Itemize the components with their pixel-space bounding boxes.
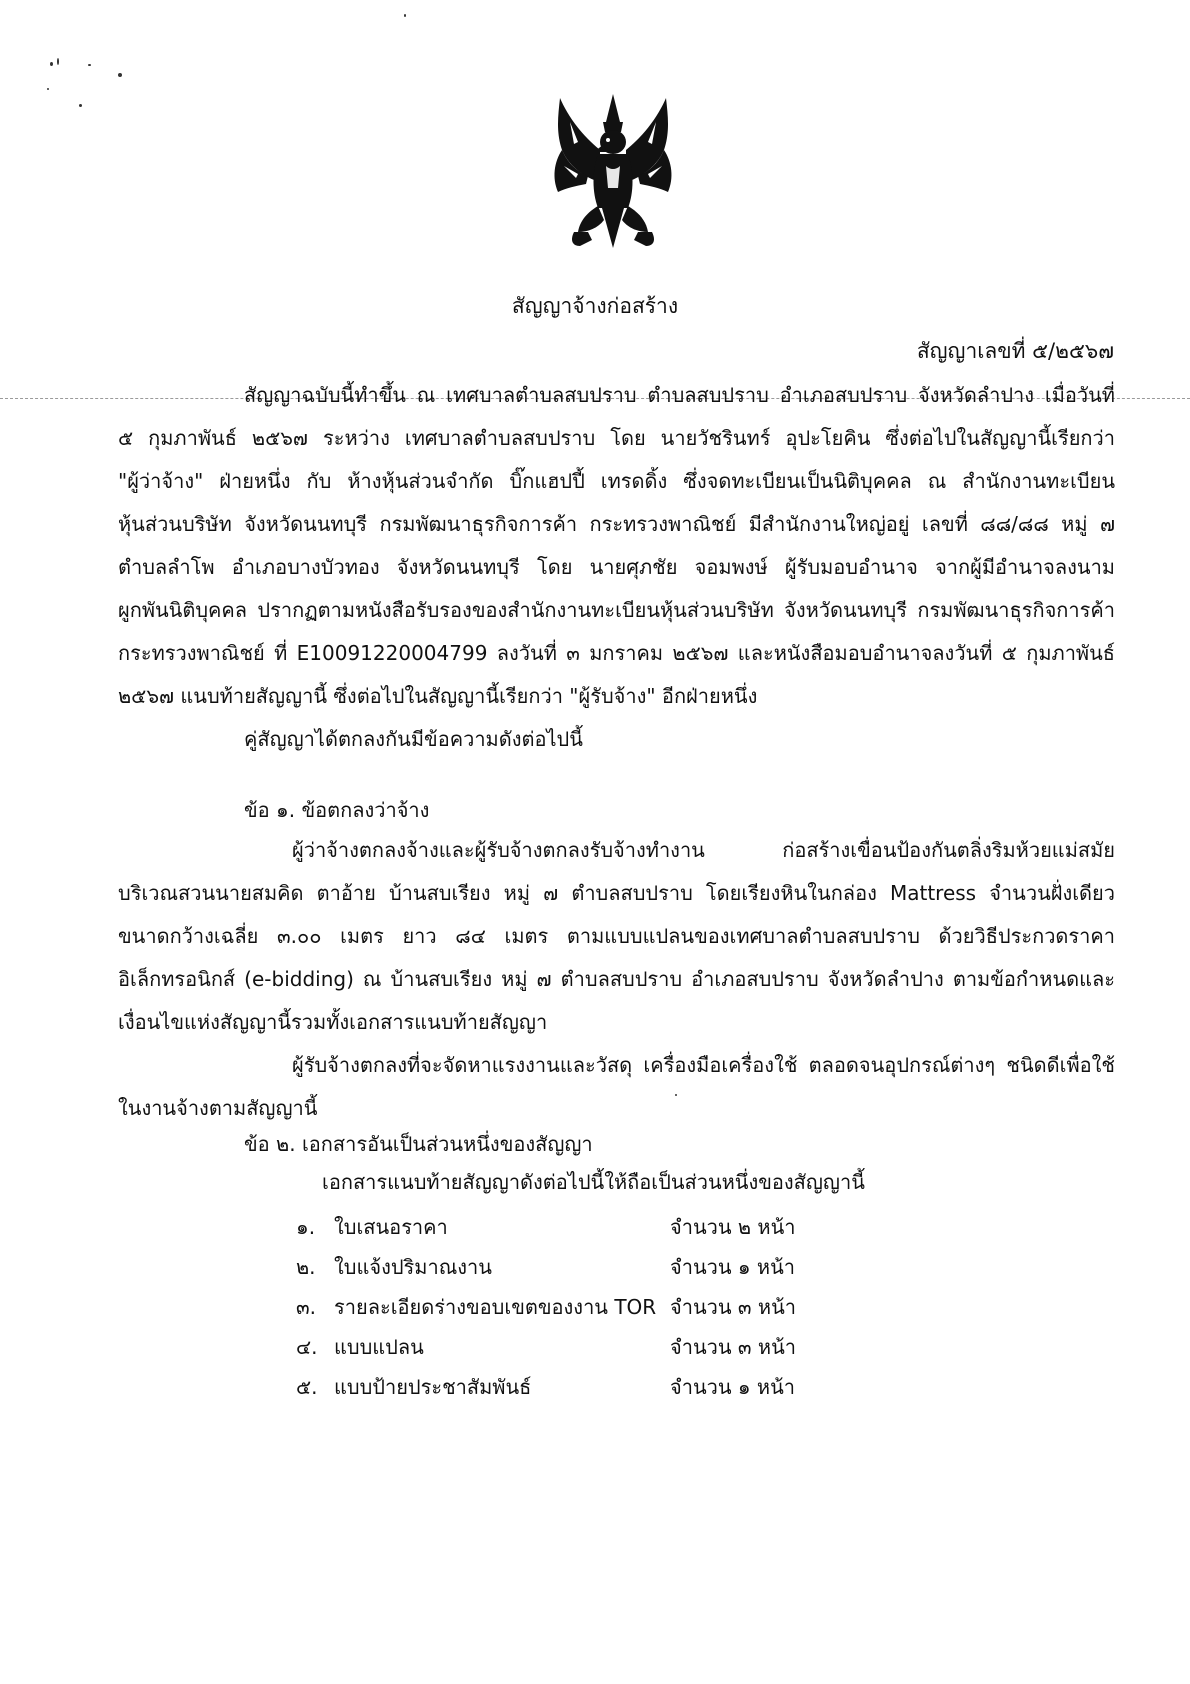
scan-speck	[50, 62, 53, 66]
clause-1-body	[118, 829, 1115, 1130]
attachment-number: ๒.	[296, 1255, 316, 1279]
attachment-name: แบบแปลน	[334, 1335, 424, 1359]
attachment-page-count: จำนวน ๑ หน้า	[670, 1375, 796, 1399]
text-line: ผู้รับจ้างตกลงที่จะจัดหาแรงงานและวัสดุ เครื่องมือเครื่องใช้ ตลอดจนอุปกรณ์ต่างๆ ชนิดดีเพื่อใช้	[292, 1053, 1115, 1077]
attachment-name: แบบป้ายประชาสัมพันธ์	[334, 1375, 532, 1399]
text-line: เงื่อนไขแห่งสัญญานี้รวมทั้งเอกสารแนบท้ายสัญญา	[118, 1010, 548, 1034]
attachment-page-count: จำนวน ๓ หน้า	[670, 1335, 796, 1359]
clause-2-intro: เอกสารแนบท้ายสัญญาดังต่อไปนี้ให้ถือเป็นส่วนหนึ่งของสัญญานี้	[322, 1170, 865, 1194]
attachment-name: รายละเอียดร่างขอบเขตของงาน TOR	[334, 1295, 657, 1319]
text-line: ผู้ว่าจ้างตกลงจ้างและผู้รับจ้างตกลงรับจ้างทำงาน ก่อสร้างเขื่อนป้องกันตลิ่งริมห้วยแม่สมัย	[292, 838, 1115, 862]
text-line: "ผู้ว่าจ้าง" ฝ่ายหนึ่ง กับ ห้างหุ้นส่วนจำกัด บิ๊กแฮปปี้ เทรดดิ้ง ซึ่งจดทะเบียนเป็นนิติบุคคล ณ สำนักงานทะเบียน	[118, 469, 1115, 493]
clause-1-heading: ข้อ ๑. ข้อตกลงว่าจ้าง	[244, 798, 430, 822]
attachment-row	[296, 1327, 836, 1367]
text-line: อิเล็กทรอนิกส์ (e-bidding) ณ บ้านสบเรียง หมู่ ๗ ตำบลสบปราบ อำเภอสบปราบ จังหวัดลำปาง ตามข้อกำหนดและ	[118, 967, 1115, 991]
attachment-name: ใบแจ้งปริมาณงาน	[334, 1255, 492, 1279]
text-line: ผูกพันนิติบุคคล ปรากฏตามหนังสือรับรองของสำนักงานทะเบียนหุ้นส่วนบริษัท จังหวัดนนทบุรี กรมพัฒนาธุรกิจการค้า	[118, 598, 1115, 622]
attachment-number: ๕.	[296, 1375, 318, 1399]
document-title: สัญญาจ้างก่อสร้าง	[511, 294, 679, 318]
garuda-emblem-icon	[548, 92, 678, 252]
text-line: กระทรวงพาณิชย์ ที่ E10091220004799 ลงวันที่ ๓ มกราคม ๒๕๖๗ และหนังสือมอบอำนาจลงวันที่ ๕ กุมภาพันธ์	[118, 641, 1115, 665]
scan-speck	[47, 88, 49, 90]
attachment-page-count: จำนวน ๓ หน้า	[670, 1295, 796, 1319]
preamble-paragraph	[118, 374, 1115, 761]
attachment-number: ๑.	[296, 1215, 316, 1239]
clause-2-heading: ข้อ ๒. เอกสารอันเป็นส่วนหนึ่งของสัญญา	[244, 1132, 593, 1156]
scan-speck	[79, 104, 82, 107]
text-line: ตำบลลำโพ อำเภอบางบัวทอง จังหวัดนนทบุรี โดย นายศุภชัย จอมพงษ์ ผู้รับมอบอำนาจ จากผู้มีอำนาจลงนาม	[118, 555, 1115, 579]
scan-speck	[404, 14, 406, 17]
text-line: บริเวณสวนนายสมคิด ตาอ้าย บ้านสบเรียง หมู่ ๗ ตำบลสบปราบ โดยเรียงหินในกล่อง Mattress จำนวนฝั่งเดียว	[118, 881, 1115, 905]
text-line: หุ้นส่วนบริษัท จังหวัดนนทบุรี กรมพัฒนาธุรกิจการค้า กระทรวงพาณิชย์ มีสำนักงานใหญ่อยู่ เลขที่ ๘๘/๘๘ หมู่ ๗	[118, 512, 1115, 536]
scan-speck	[88, 64, 91, 66]
attachment-row	[296, 1247, 836, 1287]
attachment-number: ๓.	[296, 1295, 317, 1319]
text-line: คู่สัญญาได้ตกลงกันมีข้อความดังต่อไปนี้	[244, 727, 583, 751]
attachment-row	[296, 1207, 836, 1247]
text-line: ๒๕๖๗ แนบท้ายสัญญานี้ ซึ่งต่อไปในสัญญานี้เรียกว่า "ผู้รับจ้าง" อีกฝ่ายหนึ่ง	[118, 684, 758, 708]
attachment-page-count: จำนวน ๒ หน้า	[670, 1215, 796, 1239]
attachment-row	[296, 1287, 836, 1327]
text-line: ในงานจ้างตามสัญญานี้	[118, 1096, 318, 1120]
scan-speck	[57, 58, 59, 65]
attachment-number: ๔.	[296, 1335, 318, 1359]
attachment-page-count: จำนวน ๑ หน้า	[670, 1255, 796, 1279]
text-line: ขนาดกว้างเฉลี่ย ๓.๐๐ เมตร ยาว ๘๔ เมตร ตามแบบแปลนของเทศบาลตำบลสบปราบ ด้วยวิธีประกวดราคา	[118, 924, 1115, 948]
text-line: ๕ กุมภาพันธ์ ๒๕๖๗ ระหว่าง เทศบาลตำบลสบปราบ โดย นายวัชรินทร์ อุปะโยคิน ซึ่งต่อไปในสัญญานี้เรียกว่า	[118, 426, 1115, 450]
contract-number: สัญญาเลขที่ ๕/๒๕๖๗	[916, 339, 1114, 363]
scan-speck	[118, 73, 122, 77]
text-line: สัญญาฉบับนี้ทำขึ้น ณ เทศบาลตำบลสบปราบ ตำบลสบปราบ อำเภอสบปราบ จังหวัดลำปาง เมื่อวันที่	[244, 383, 1115, 407]
attachment-row	[296, 1367, 836, 1407]
attachment-name: ใบเสนอราคา	[334, 1215, 448, 1239]
